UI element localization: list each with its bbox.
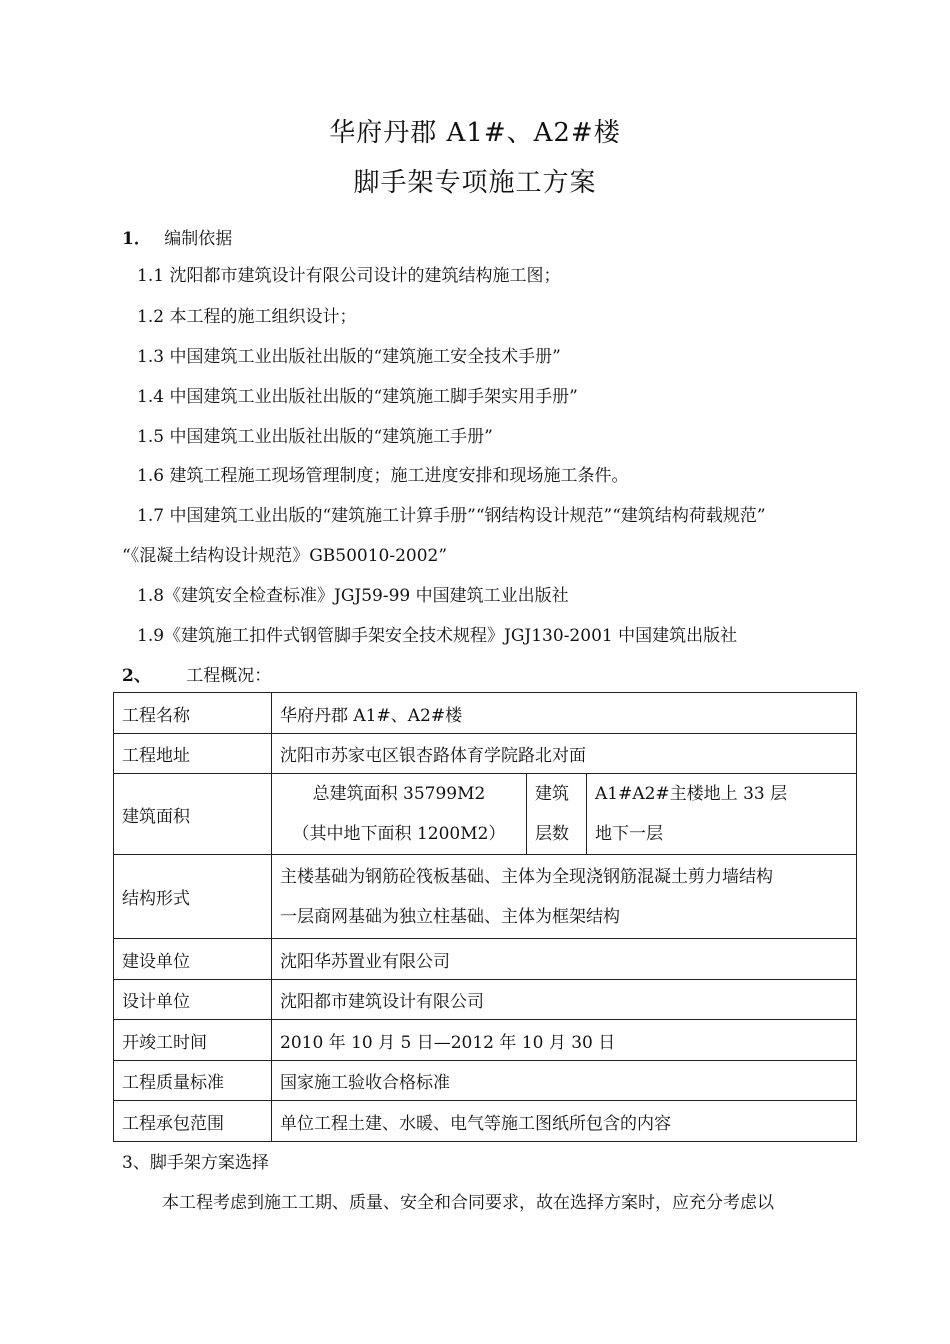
table-value-cell: 2010 年 10 月 5 日—2012 年 10 月 30 日: [272, 1020, 857, 1061]
table-row: [114, 939, 857, 980]
project-overview-table: [113, 692, 857, 1142]
basis-item: 1.8《建筑安全检查标准》JGJ59-99 中国建筑工业出版社: [137, 586, 569, 606]
table-value-cell: 沈阳华苏置业有限公司: [272, 939, 857, 980]
basis-item: 1.5 中国建筑工业出版社出版的“建筑施工手册”: [137, 427, 493, 447]
table-label-cell: 结构形式: [114, 855, 272, 939]
basis-item: 1.9《建筑施工扣件式钢管脚手架安全技术规程》JGJ130-2001 中国建筑出版社: [137, 626, 738, 646]
table-row: [114, 693, 857, 734]
section2-title: 工程概况：: [186, 666, 272, 686]
table-label-cell: 建设单位: [114, 939, 272, 980]
table-label-cell: 工程承包范围: [114, 1101, 272, 1142]
floors-label-line: 建筑: [535, 784, 569, 804]
table-value-cell: [272, 855, 857, 939]
section2-number: 2、: [122, 666, 151, 686]
table-label-cell: 设计单位: [114, 980, 272, 1020]
table-label-cell: 建筑面积: [114, 774, 272, 855]
section1-heading: [122, 228, 232, 250]
structure-line: 一层商网基础为独立柱基础、主体为框架结构: [280, 906, 620, 927]
section2-heading: [122, 665, 271, 687]
table-label-cell: 工程名称: [114, 693, 272, 734]
floors-value-line: 地下一层: [595, 824, 663, 844]
basis-item-continued: “《混凝土结构设计规范》GB50010-2002”: [122, 546, 448, 566]
section3-heading: 3、脚手架方案选择: [122, 1153, 269, 1173]
table-row: [114, 1020, 857, 1061]
basis-item: 1.2 本工程的施工组织设计；: [137, 307, 357, 327]
doc-title-line2: 脚手架专项施工方案: [353, 168, 597, 198]
section1-title: 编制依据: [164, 229, 233, 249]
basis-item: 1.3 中国建筑工业出版社出版的“建筑施工安全技术手册”: [137, 347, 561, 367]
table-label-cell: 工程质量标准: [114, 1061, 272, 1101]
table-value-cell: 华府丹郡 A1#、A2#楼: [272, 693, 857, 734]
structure-line: 主楼基础为钢筋砼筏板基础、主体为全现浇钢筋混凝土剪力墙结构: [280, 866, 773, 887]
table-row: [114, 1101, 857, 1142]
basis-item: 1.7 中国建筑工业出版的“建筑施工计算手册”“钢结构设计规范”“建筑结构荷载规范”: [137, 506, 766, 526]
floors-label-line: 层数: [535, 824, 569, 844]
table-row: [114, 734, 857, 774]
section1-number: 1．: [122, 229, 151, 249]
basis-item: 1.1 沈阳都市建筑设计有限公司设计的建筑结构施工图；: [137, 266, 561, 286]
area-total: 总建筑面积 35799M2: [312, 784, 486, 804]
table-row: [114, 1061, 857, 1101]
table-label-cell: 开竣工时间: [114, 1020, 272, 1061]
table-row: [114, 774, 857, 855]
basis-item: 1.4 中国建筑工业出版社出版的“建筑施工脚手架实用手册”: [137, 387, 578, 407]
floors-value-line: A1#A2#主楼地上 33 层: [595, 784, 788, 804]
table-value-cell: 沈阳都市建筑设计有限公司: [272, 980, 857, 1020]
table-row: [114, 855, 857, 939]
floors-label-cell: [527, 774, 587, 855]
section3-paragraph: 本工程考虑到施工工期、质量、安全和合同要求，故在选择方案时，应充分考虑以: [162, 1193, 774, 1213]
doc-title-line1: 华府丹郡 A1#、A2#楼: [329, 118, 621, 148]
area-underground: （其中地下面积 1200M2）: [292, 824, 506, 844]
area-value-cell: [272, 774, 527, 855]
floors-value-cell: [587, 774, 857, 855]
basis-item: 1.6 建筑工程施工现场管理制度；施工进度安排和现场施工条件。: [137, 466, 629, 486]
table-value-cell: 单位工程土建、水暖、电气等施工图纸所包含的内容: [272, 1101, 857, 1142]
table-label-cell: 工程地址: [114, 734, 272, 774]
table-row: [114, 980, 857, 1020]
table-value-cell: 沈阳市苏家屯区银杏路体育学院路北对面: [272, 734, 857, 774]
table-value-cell: 国家施工验收合格标准: [272, 1061, 857, 1101]
